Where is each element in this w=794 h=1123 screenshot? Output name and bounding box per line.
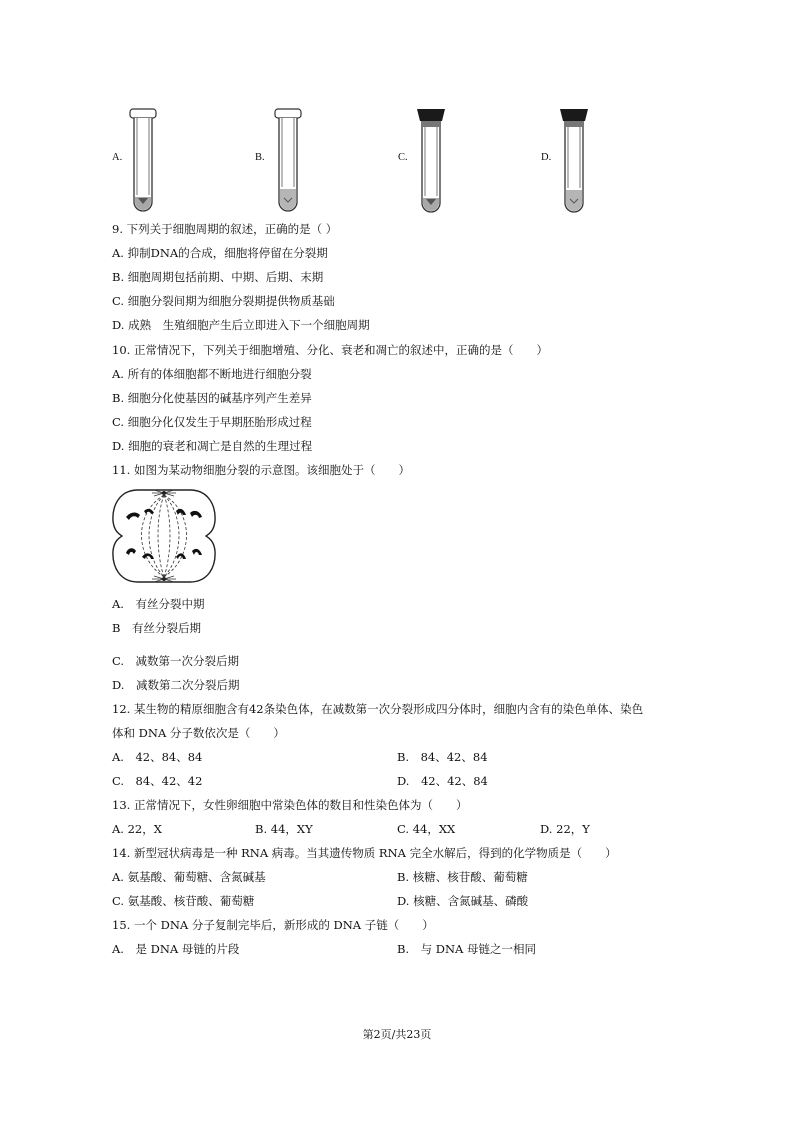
q14-option-b: B. 核糖、核苷酸、葡萄糖 (397, 870, 528, 884)
q9-option-c: C. 细胞分裂间期为细胞分裂期提供物质基础 (112, 294, 335, 308)
test-tube-a-image (128, 107, 158, 215)
q12-option-a: A. 42、84、84 (112, 750, 203, 764)
tube-c-label: C. (398, 152, 408, 163)
q13-option-b: B. 44，XY (255, 822, 313, 836)
q12-stem-line1: 12. 某生物的精原细胞含有42条染色体，在减数第一次分裂形成四分体时，细胞内含有的染色单体、染色 (112, 702, 644, 716)
q11-option-a: A. 有丝分裂中期 (112, 597, 205, 611)
q9-option-b: B. 细胞周期包括前期、中期、后期、末期 (112, 270, 324, 284)
q13-option-a: A. 22，X (112, 822, 162, 836)
test-tube-b-image (273, 107, 303, 215)
q14-stem: 14. 新型冠状病毒是一种 RNA 病毒。当其遗传物质 RNA 完全水解后，得到的化学物质是（ ） (112, 846, 617, 860)
q13-option-c: C. 44，XX (397, 822, 456, 836)
q11-option-d: D. 减数第二次分裂后期 (112, 678, 240, 692)
q9-stem: 9. 下列关于细胞周期的叙述，正确的是（ ） (112, 222, 338, 236)
test-tube-c-image (415, 106, 447, 216)
q10-option-a: A. 所有的体细胞都不断地进行细胞分裂 (112, 367, 312, 381)
q14-option-a: A. 氨基酸、葡萄糖、含氮碱基 (112, 870, 266, 884)
q11-stem: 11. 如图为某动物细胞分裂的示意图。该细胞处于（ ） (112, 463, 410, 477)
q10-option-b: B. 细胞分化使基因的碱基序列产生差异 (112, 391, 312, 405)
q14-option-c: C. 氨基酸、核苷酸、葡萄糖 (112, 894, 255, 908)
cell-division-diagram (110, 487, 218, 585)
q12-option-b: B. 84、42、84 (397, 750, 488, 764)
q10-stem: 10. 正常情况下，下列关于细胞增殖、分化、衰老和凋亡的叙述中，正确的是（ ） (112, 343, 548, 357)
page-number-footer: 第2页/共23页 (362, 1028, 432, 1041)
q10-option-c: C. 细胞分化仅发生于早期胚胎形成过程 (112, 415, 312, 429)
test-tube-d-image (558, 106, 590, 216)
q9-option-d: D. 成熟 生殖细胞产生后立即进入下一个细胞周期 (112, 318, 370, 332)
q11-option-c: C. 减数第一次分裂后期 (112, 654, 240, 668)
q12-option-d: D. 42、42、84 (397, 774, 488, 788)
q13-option-d: D. 22，Y (540, 822, 590, 836)
q12-stem-line2: 体和 DNA 分子数依次是（ ） (112, 726, 285, 740)
q13-stem: 13. 正常情况下，女性卵细胞中常染色体的数目和性染色体为（ ） (112, 798, 468, 812)
q15-stem: 15. 一个 DNA 分子复制完毕后，新形成的 DNA 子链（ ） (112, 918, 434, 932)
tube-d-label: D. (541, 152, 552, 163)
q12-option-c: C. 84、42、42 (112, 774, 203, 788)
tube-b-label: B. (255, 152, 265, 163)
tube-a-label: A. (112, 152, 123, 163)
q9-option-a: A. 抑制DNA的合成，细胞将停留在分裂期 (112, 246, 328, 260)
q15-option-a: A. 是 DNA 母链的片段 (112, 942, 240, 956)
q10-option-d: D. 细胞的衰老和凋亡是自然的生理过程 (112, 439, 313, 453)
q15-option-b: B. 与 DNA 母链之一相同 (397, 942, 537, 956)
q11-option-b: B 有丝分裂后期 (112, 621, 201, 635)
q14-option-d: D. 核糖、含氮碱基、磷酸 (397, 894, 529, 908)
